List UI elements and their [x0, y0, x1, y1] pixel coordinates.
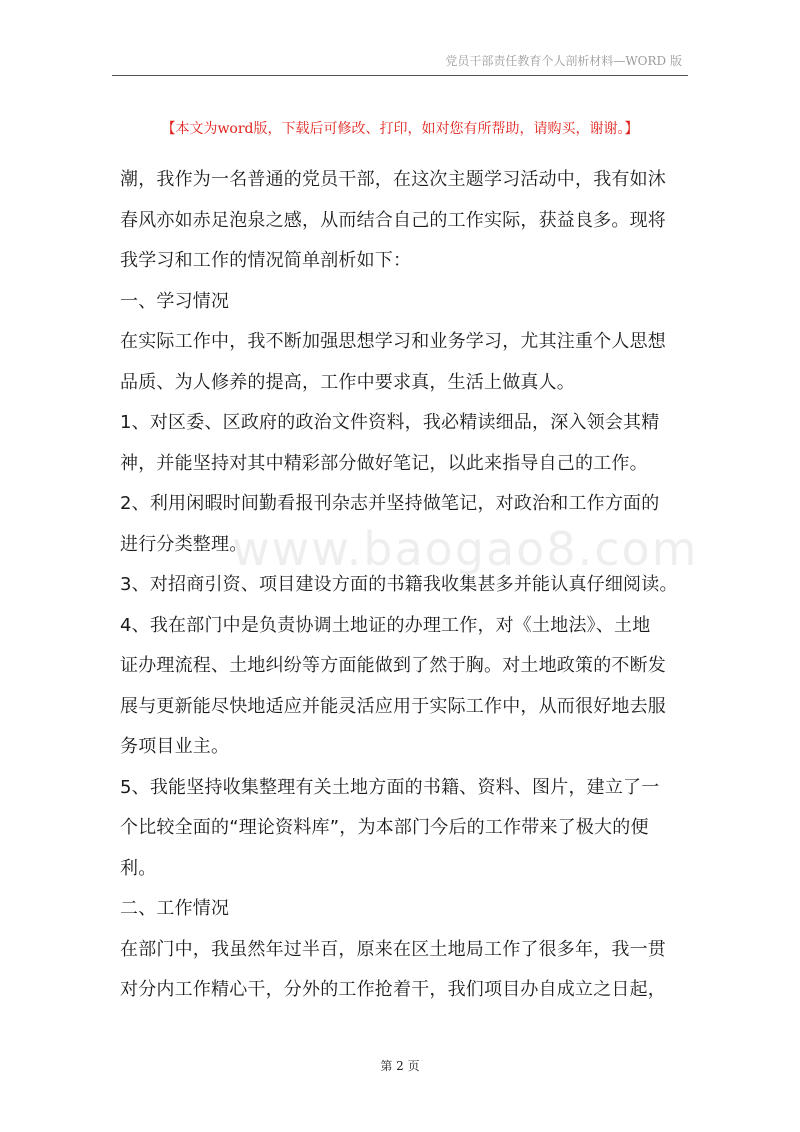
body-line: 个比较全面的“理论资料库”，为本部门今后的工作带来了极大的便 — [120, 817, 649, 838]
body-line: 1、对区委、区政府的政治文件资料，我必精读细品，深入领会其精 — [120, 412, 660, 433]
body-line: 利。 — [120, 857, 157, 879]
document-body — [120, 160, 695, 1011]
download-notice: 【本文为word版，下载后可修改、打印，如对您有所帮助，请购买，谢谢。】 — [161, 121, 639, 137]
body-line: 在实际工作中，我不断加强思想学习和业务学习，尤其注重个人思想 — [120, 331, 666, 352]
section-heading: 二、工作情况 — [120, 898, 230, 919]
body-line: 在部门中，我虽然年过半百，原来在区土地局工作了很多年，我一贯 — [120, 938, 666, 960]
watermark: www.baogao8.com — [232, 522, 699, 576]
body-line: 潮，我作为一名普通的党员干部，在这次主题学习活动中，我有如沐 — [120, 169, 666, 190]
body-line: 春风亦如赤足泡泉之感，从而结合自己的工作实际，获益良多。现将 — [120, 209, 666, 231]
body-line: 5、我能坚持收集整理有关土地方面的书籍、资料、图片，建立了一 — [120, 776, 660, 798]
header-divider — [112, 75, 688, 76]
body-line: 我学习和工作的情况简单剖析如下： — [120, 250, 412, 271]
body-line: 2、利用闲暇时间勤看报刊杂志并坚持做笔记，对政治和工作方面的 — [120, 493, 660, 514]
body-line: 展与更新能尽快地适应并能灵活应用于实际工作中，从而很好地去服 — [120, 695, 666, 717]
page-number: 第 2 页 — [380, 1059, 420, 1073]
body-line: 品质、为人修养的提高，工作中要求真，生活上做真人。 — [120, 371, 575, 393]
body-line: 务项目业主。 — [120, 736, 230, 757]
section-heading: 一、学习情况 — [120, 290, 230, 312]
body-line: 证办理流程、土地纠纷等方面能做到了然于胸。对土地政策的不断发 — [120, 655, 666, 676]
body-line: 3、对招商引资、项目建设方面的书籍我收集甚多并能认真仔细阅读。 — [120, 574, 678, 595]
body-line: 对分内工作精心干，分外的工作抢着干，我们项目办自成立之日起， — [120, 979, 666, 1000]
body-line: 神，并能坚持对其中精彩部分做好笔记，以此来指导自己的工作。 — [120, 452, 648, 474]
body-line: 进行分类整理。 — [120, 533, 248, 555]
body-line: 4、我在部门中是负责协调土地证的办理工作，对《土地法》、土地 — [120, 614, 651, 636]
document-header-title: 党员干部责任教育个人剖析材料—WORD 版 — [445, 54, 682, 68]
